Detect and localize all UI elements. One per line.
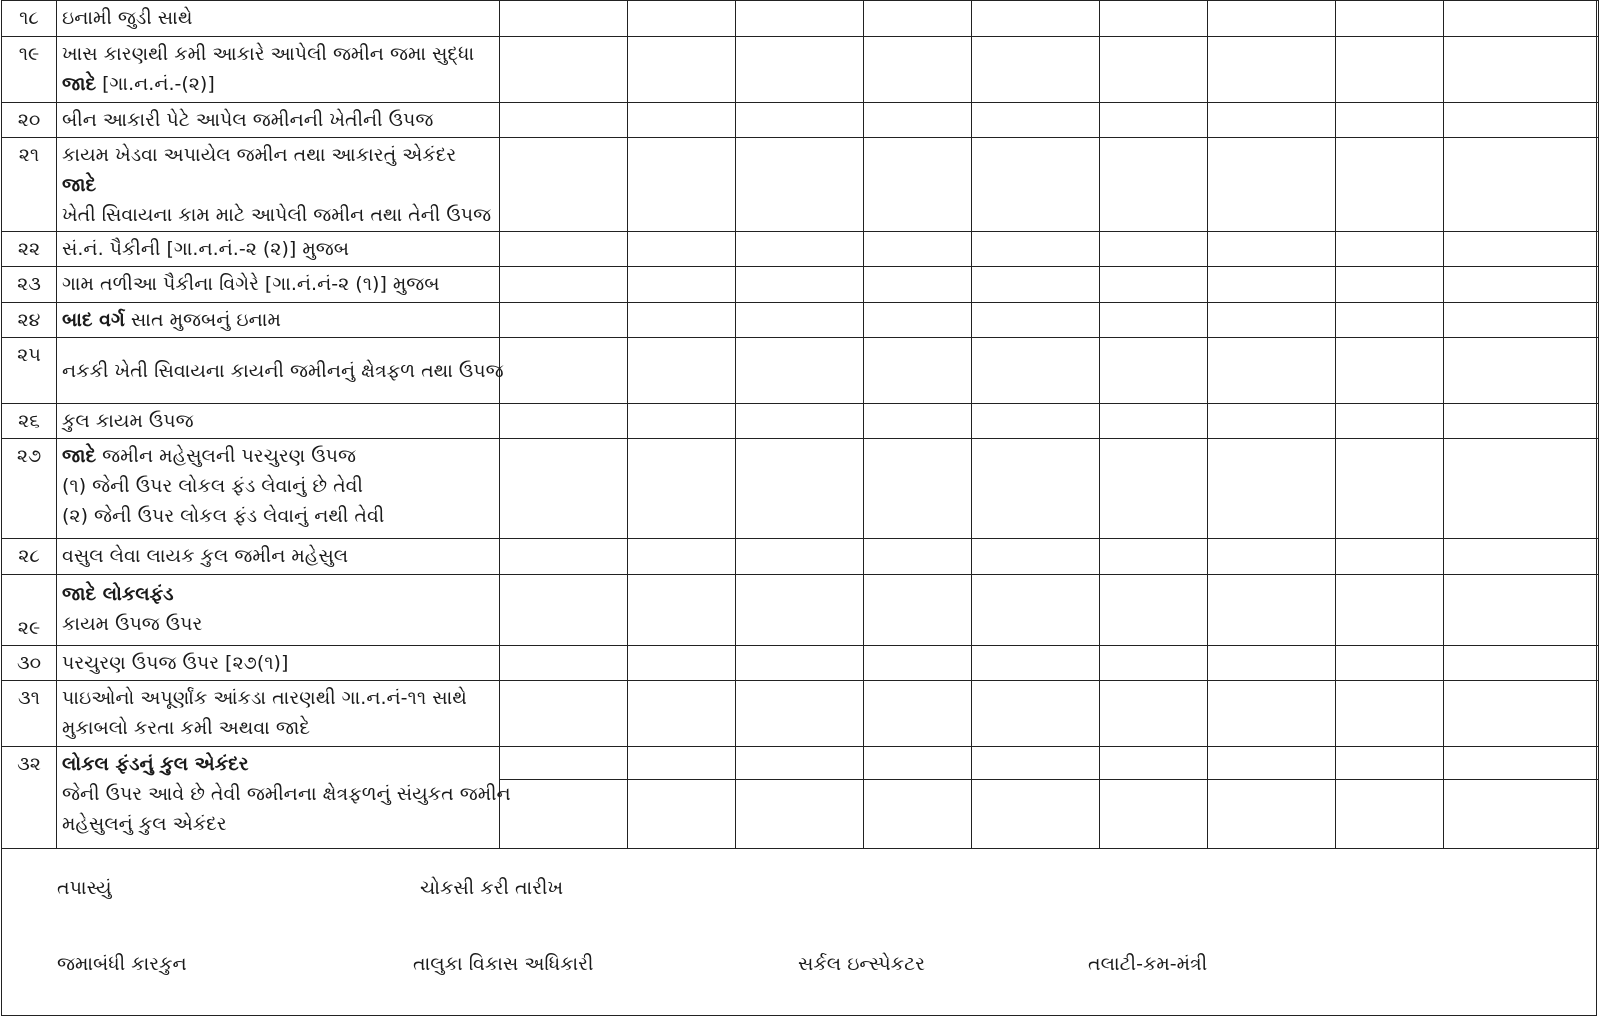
entry-cell[interactable] — [1444, 37, 1599, 103]
entry-cell[interactable] — [628, 338, 736, 404]
table-row — [2, 138, 1599, 232]
description-text: કુલ કાયમ ઉપજ — [62, 410, 194, 432]
entry-cell[interactable] — [1100, 539, 1208, 575]
row-description — [57, 338, 504, 404]
description-text: મુકાબલો કરતા કમી અથવા જાદે — [62, 717, 310, 739]
description-text: નકકી ખેતી સિવાયના કાયની જમીનનું ક્ષેત્રફળ તથા ઉપજ — [62, 359, 504, 382]
entry-cell[interactable] — [1336, 1, 1444, 37]
entry-cell[interactable] — [864, 681, 972, 747]
entry-cell[interactable] — [864, 37, 972, 103]
entry-cell[interactable] — [1100, 103, 1208, 138]
bold-heading-text: જાદે — [62, 445, 97, 467]
description-text: ઇનામી જુડી સાથે — [62, 7, 193, 29]
entry-cell[interactable] — [1444, 1, 1599, 37]
table-row — [2, 267, 1599, 303]
entry-cell[interactable] — [1208, 1, 1336, 37]
description-line — [62, 713, 499, 743]
description-text: કાયમ ખેડવા અપાયેલ જમીન તથા આકારતું એકંદર — [62, 144, 457, 166]
description-text: બીન આકારી પેટે આપેલ જમીનની ખેતીની ઉપજ — [62, 109, 434, 131]
entry-cell[interactable] — [1208, 681, 1336, 747]
entry-cell-upper[interactable] — [1444, 747, 1598, 780]
entry-cell[interactable] — [1100, 646, 1208, 681]
description-line — [62, 501, 499, 531]
table-row — [2, 37, 1599, 103]
row-description — [57, 439, 500, 539]
entry-cell[interactable] — [628, 103, 736, 138]
table-row — [2, 575, 1599, 646]
entry-cell[interactable] — [864, 232, 972, 267]
entry-cell-upper[interactable] — [1208, 747, 1335, 780]
description-line — [62, 441, 499, 471]
entry-cell[interactable] — [972, 232, 1100, 267]
row-number: ૩૨ — [2, 747, 57, 849]
table-row — [2, 681, 1599, 747]
circle-inspector-label: સર્કલ ઇન્સ્પેકટર — [798, 953, 925, 975]
entry-cell[interactable] — [1208, 575, 1336, 646]
row-description — [57, 539, 500, 575]
entry-cell[interactable] — [736, 575, 864, 646]
entry-cell[interactable] — [864, 575, 972, 646]
row-description — [57, 138, 500, 232]
description-line — [62, 779, 511, 809]
description-line — [62, 809, 499, 839]
entry-cell[interactable] — [1100, 681, 1208, 747]
entry-cell[interactable] — [972, 338, 1100, 404]
description-text: ખાસ કારણથી કમી આકારે આપેલી જમીન જમા સુદ્ધા — [62, 43, 475, 65]
entry-cell[interactable] — [500, 404, 628, 439]
entry-cell[interactable] — [1336, 575, 1444, 646]
entry-cell[interactable] — [864, 303, 972, 338]
row-number: ૧૯ — [2, 37, 57, 103]
row-description — [57, 267, 500, 303]
split-entry-cell[interactable] — [972, 747, 1100, 849]
entry-cell[interactable] — [864, 1, 972, 37]
entry-cell[interactable] — [864, 267, 972, 303]
entry-cell[interactable] — [864, 646, 972, 681]
bold-heading-text: બાદ વર્ગ — [62, 309, 125, 331]
entry-cell[interactable] — [1444, 539, 1599, 575]
description-line — [62, 471, 499, 501]
entry-cell[interactable] — [1208, 338, 1336, 404]
entry-cell[interactable] — [500, 232, 628, 267]
table-row — [2, 232, 1599, 267]
row-number: ૨૭ — [2, 439, 57, 539]
ledger-body — [2, 1, 1599, 849]
table-row — [2, 1, 1599, 37]
entry-cell[interactable] — [1336, 138, 1444, 232]
entry-cell[interactable] — [1336, 439, 1444, 539]
entry-cell[interactable] — [628, 138, 736, 232]
description-line — [62, 39, 499, 69]
description-line — [62, 3, 499, 33]
description-line — [62, 683, 499, 713]
table-row — [2, 747, 1599, 849]
jamabandhi-clerk-label: જમાબંધી કારકુન — [57, 953, 187, 975]
entry-cell[interactable] — [1100, 303, 1208, 338]
entry-cell[interactable] — [1208, 539, 1336, 575]
entry-cell[interactable] — [1208, 439, 1336, 539]
split-entry-cell[interactable] — [1100, 747, 1208, 849]
entry-cell[interactable] — [1444, 575, 1599, 646]
entry-cell[interactable] — [628, 37, 736, 103]
entry-cell[interactable] — [864, 404, 972, 439]
entry-cell[interactable] — [1336, 539, 1444, 575]
entry-cell[interactable] — [1444, 138, 1599, 232]
description-text: પરચુરણ ઉપજ ઉપર [૨૭(૧)] — [62, 652, 289, 674]
entry-cell[interactable] — [500, 338, 628, 404]
entry-cell[interactable] — [1444, 103, 1599, 138]
split-entry-cell[interactable] — [1444, 747, 1599, 849]
entry-cell[interactable] — [972, 37, 1100, 103]
entry-cell[interactable] — [628, 1, 736, 37]
entry-cell[interactable] — [500, 37, 628, 103]
description-text: પાઇઓનો અપૂર્ણાંક આંકડા તારણથી ગા.ન.નં-૧૧ સાથે — [62, 687, 467, 709]
row-description — [57, 303, 500, 338]
entry-cell[interactable] — [736, 103, 864, 138]
entry-cell-upper[interactable] — [736, 747, 863, 780]
row-description — [57, 404, 500, 439]
entry-cell[interactable] — [628, 681, 736, 747]
split-entry-cell[interactable] — [1208, 747, 1336, 849]
taluka-officer-label: તાલુકા વિકાસ અધિકારી — [413, 953, 594, 975]
entry-cell[interactable] — [628, 404, 736, 439]
entry-cell[interactable] — [972, 439, 1100, 539]
entry-cell[interactable] — [1444, 232, 1599, 267]
entry-cell[interactable] — [500, 1, 628, 37]
split-entry-cell[interactable] — [628, 747, 736, 849]
table-row — [2, 103, 1599, 138]
row-description — [57, 646, 500, 681]
entry-cell[interactable] — [1444, 439, 1599, 539]
description-text: સં.નં. પૈકીની [ગા.ન.નં.-૨ (૨)] મુજબ — [62, 238, 349, 260]
entry-cell[interactable] — [1336, 267, 1444, 303]
bold-heading-text: લોકલ ફંડનું કુલ એકંદર — [62, 753, 249, 775]
entry-cell[interactable] — [972, 267, 1100, 303]
row-description — [57, 747, 511, 849]
entry-cell-upper[interactable] — [864, 747, 971, 780]
row-number: ૨૧ — [2, 138, 57, 232]
entry-cell[interactable] — [1208, 138, 1336, 232]
entry-cell[interactable] — [864, 138, 972, 232]
entry-cell[interactable] — [500, 138, 628, 232]
entry-cell[interactable] — [628, 232, 736, 267]
entry-cell-upper[interactable] — [972, 747, 1099, 780]
split-entry-cell[interactable] — [736, 747, 864, 849]
entry-cell[interactable] — [1208, 404, 1336, 439]
entry-cell[interactable] — [1100, 37, 1208, 103]
entry-cell[interactable] — [500, 539, 628, 575]
entry-cell[interactable] — [736, 138, 864, 232]
entry-cell[interactable] — [1100, 404, 1208, 439]
row-description — [57, 103, 500, 138]
row-description — [57, 575, 500, 646]
entry-cell[interactable] — [736, 439, 864, 539]
entry-cell-upper[interactable] — [500, 747, 627, 780]
entry-cell[interactable] — [628, 646, 736, 681]
entry-cell[interactable] — [1100, 267, 1208, 303]
entry-cell[interactable] — [736, 303, 864, 338]
entry-cell[interactable] — [628, 303, 736, 338]
entry-cell[interactable] — [972, 539, 1100, 575]
entry-cell[interactable] — [500, 439, 628, 539]
row-number: ૨૯ — [2, 575, 57, 646]
entry-cell[interactable] — [972, 1, 1100, 37]
description-text: વસુલ લેવા લાયક કુલ જમીન મહેસુલ — [62, 545, 349, 567]
entry-cell[interactable] — [972, 646, 1100, 681]
description-line — [62, 305, 499, 335]
description-text: સાત મુજબનું ઇનામ — [124, 309, 281, 331]
entry-cell[interactable] — [736, 37, 864, 103]
entry-cell[interactable] — [1336, 404, 1444, 439]
entry-cell[interactable] — [736, 338, 864, 404]
description-line — [62, 541, 499, 571]
entry-cell[interactable] — [1100, 439, 1208, 539]
entry-cell[interactable] — [1444, 404, 1599, 439]
entry-cell[interactable] — [628, 439, 736, 539]
entry-cell[interactable] — [1444, 303, 1599, 338]
description-line — [62, 579, 499, 609]
entry-cell[interactable] — [1444, 267, 1599, 303]
entry-cell-upper[interactable] — [1100, 747, 1207, 780]
talati-label: તલાટી-કમ-મંત્રી — [1088, 953, 1208, 975]
entry-cell[interactable] — [864, 338, 972, 404]
table-row — [2, 439, 1599, 539]
entry-cell[interactable] — [1336, 303, 1444, 338]
entry-cell[interactable] — [1208, 303, 1336, 338]
row-number: ૨૫ — [2, 338, 57, 404]
entry-cell[interactable] — [628, 267, 736, 303]
entry-cell[interactable] — [864, 439, 972, 539]
entry-cell[interactable] — [1336, 232, 1444, 267]
entry-cell[interactable] — [1100, 338, 1208, 404]
table-row — [2, 646, 1599, 681]
signature-footer — [1, 864, 1597, 1016]
entry-cell[interactable] — [628, 539, 736, 575]
entry-cell[interactable] — [1336, 103, 1444, 138]
entry-cell[interactable] — [628, 575, 736, 646]
entry-cell[interactable] — [972, 575, 1100, 646]
description-line — [62, 609, 499, 639]
entry-cell[interactable] — [1208, 232, 1336, 267]
entry-cell[interactable] — [1208, 646, 1336, 681]
bold-heading-text: જાદે — [62, 174, 97, 196]
bold-heading-text: જાદે લોકલફંડ — [62, 583, 174, 605]
entry-cell[interactable] — [972, 138, 1100, 232]
description-text: (૧) જેની ઉપર લોકલ ફંડ લેવાનું છે તેવી — [62, 475, 363, 497]
row-number: ૩૧ — [2, 681, 57, 747]
row-description — [57, 681, 500, 747]
description-line — [62, 749, 499, 779]
description-text: કાયમ ઉપજ ઉપર — [62, 613, 203, 635]
entry-cell[interactable] — [736, 232, 864, 267]
entry-cell[interactable] — [864, 539, 972, 575]
entry-cell[interactable] — [500, 646, 628, 681]
ledger-table — [1, 0, 1599, 849]
entry-cell[interactable] — [1444, 338, 1599, 404]
description-text: જેની ઉપર આવે છે તેવી જમીનના ક્ષેત્રફળનું સંયુકત જમીન — [62, 783, 511, 805]
description-line — [62, 406, 499, 436]
entry-cell[interactable] — [736, 646, 864, 681]
entry-cell[interactable] — [1444, 681, 1599, 747]
entry-cell[interactable] — [1336, 338, 1444, 404]
entry-cell[interactable] — [1100, 138, 1208, 232]
row-number: ૨૦ — [2, 103, 57, 138]
description-line — [62, 69, 499, 99]
description-text: ખેતી સિવાયના કામ માટે આપેલી જમીન તથા તેની ઉપજ — [62, 204, 492, 226]
split-entry-cell[interactable] — [864, 747, 972, 849]
entry-cell[interactable] — [500, 103, 628, 138]
row-description — [57, 1, 500, 37]
entry-cell[interactable] — [1444, 646, 1599, 681]
description-text: મહેસુલનું કુલ એકંદર — [62, 813, 227, 835]
entry-cell[interactable] — [500, 303, 628, 338]
entry-cell[interactable] — [736, 539, 864, 575]
table-row — [2, 539, 1599, 575]
table-row — [2, 338, 1599, 404]
entry-cell[interactable] — [1336, 37, 1444, 103]
row-number: ૨૪ — [2, 303, 57, 338]
entry-cell[interactable] — [1208, 103, 1336, 138]
entry-cell[interactable] — [500, 681, 628, 747]
description-text: (૨) જેની ઉપર લોકલ ફંડ લેવાનું નથી તેવી — [62, 505, 385, 527]
checked-label: તપાસ્યું — [57, 877, 112, 899]
bold-heading-text: જાદે — [62, 73, 97, 95]
description-line — [62, 269, 499, 299]
entry-cell[interactable] — [1100, 575, 1208, 646]
entry-cell[interactable] — [1208, 267, 1336, 303]
description-text: જમીન મહેસુલની પરચુરણ ઉપજ — [96, 445, 356, 467]
row-number: ૨૨ — [2, 232, 57, 267]
description-line — [62, 200, 499, 230]
table-row — [2, 303, 1599, 338]
entry-cell[interactable] — [736, 1, 864, 37]
row-number: ૨૮ — [2, 539, 57, 575]
entry-cell[interactable] — [736, 681, 864, 747]
entry-cell[interactable] — [1100, 232, 1208, 267]
split-entry-cell[interactable] — [500, 747, 628, 849]
entry-cell[interactable] — [864, 103, 972, 138]
row-description — [57, 37, 500, 103]
entry-cell-upper[interactable] — [1336, 747, 1443, 780]
entry-cell[interactable] — [1336, 681, 1444, 747]
entry-cell[interactable] — [972, 303, 1100, 338]
entry-cell[interactable] — [500, 267, 628, 303]
entry-cell[interactable] — [1100, 1, 1208, 37]
description-line — [62, 648, 499, 678]
entry-cell[interactable] — [972, 404, 1100, 439]
description-text: [ગા.ન.નં.-(૨)] — [96, 73, 215, 95]
table-row — [2, 404, 1599, 439]
split-entry-cell[interactable] — [1336, 747, 1444, 849]
entry-cell-upper[interactable] — [628, 747, 735, 780]
description-line — [62, 140, 499, 170]
verified-date-label: ચોકસી કરી તારીખ — [420, 877, 564, 899]
description-line — [62, 170, 499, 200]
description-line — [62, 356, 504, 386]
row-number: ૧૮ — [2, 1, 57, 37]
entry-cell[interactable] — [500, 575, 628, 646]
row-description — [57, 232, 500, 267]
entry-cell[interactable] — [972, 681, 1100, 747]
row-number: ૨૬ — [2, 404, 57, 439]
entry-cell[interactable] — [1208, 37, 1336, 103]
entry-cell[interactable] — [736, 404, 864, 439]
description-line — [62, 105, 499, 135]
description-text: ગામ તળીઆ પૈકીના વિગેરે [ગા.નં.નં-૨ (૧)] મુજબ — [62, 273, 440, 295]
row-number: ૩૦ — [2, 646, 57, 681]
description-line — [62, 234, 499, 264]
entry-cell[interactable] — [736, 267, 864, 303]
entry-cell[interactable] — [1336, 646, 1444, 681]
row-number: ૨૩ — [2, 267, 57, 303]
entry-cell[interactable] — [972, 103, 1100, 138]
